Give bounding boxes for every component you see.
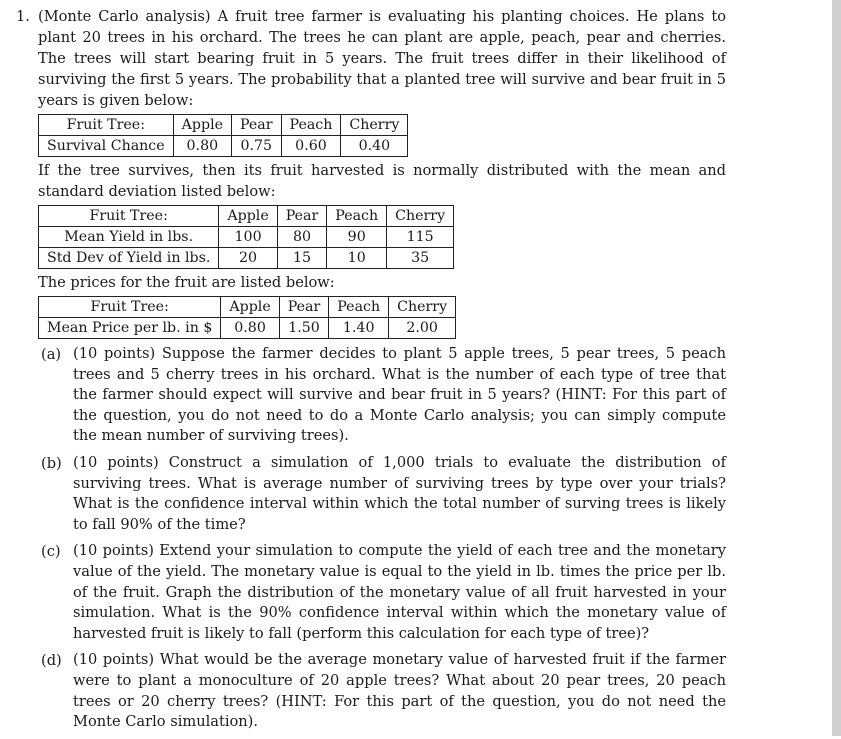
part-b-label: (b) <box>41 454 62 472</box>
part-c-text: (10 points) Extend your simulation to compute the yield of each tree and the monetary value of the yield. The monetary value is equal to the yield in lb. times the price per lb. of the fruit. Graph the distribution of the monetary value of all fruit harvested in your simulation. What is the 90% confidence interval within which the monetary value of harvested fruit is likely to fall (perform this calculation for each type of tree)? <box>73 542 726 642</box>
price-value-peach: 1.40 <box>329 318 389 339</box>
question-number: 1. <box>16 8 30 25</box>
yield-mean-cherry: 115 <box>387 227 454 248</box>
price-row-label: Mean Price per lb. in $ <box>39 318 221 339</box>
part-a-text: (10 points) Suppose the farmer decides to plant 5 apple trees, 5 pear trees, 5 peach trees and 5 cherry trees in his orchard. What is the number of each type of tree that the farmer should expect will survive and bear fruit in 5 years? (HINT: For this part of the question, you do not need to do a Monte Carlo analysis; you can simply compute the mean number of surviving trees). <box>73 345 726 445</box>
survival-value-cherry: 0.40 <box>341 136 408 157</box>
yield-table <box>38 205 454 269</box>
yield-std-apple: 20 <box>219 248 277 269</box>
problem-page <box>16 6 726 739</box>
yield-std-peach: 10 <box>327 248 387 269</box>
yield-col-cherry: Cherry <box>387 206 454 227</box>
survival-header-label: Fruit Tree: <box>39 115 174 136</box>
price-value-cherry: 2.00 <box>389 318 456 339</box>
part-d <box>38 650 726 732</box>
price-header-row <box>39 297 456 318</box>
yield-col-peach: Peach <box>327 206 387 227</box>
yield-std-row <box>39 248 454 269</box>
survival-col-pear: Pear <box>232 115 282 136</box>
price-col-pear: Pear <box>279 297 329 318</box>
part-a-label: (a) <box>41 346 62 363</box>
yield-mean-apple: 100 <box>219 227 277 248</box>
question-1 <box>16 6 726 739</box>
yield-intro: If the tree survives, then its fruit harvested is normally distributed with the mean and standard deviation listed below: <box>38 162 726 200</box>
yield-header-row <box>39 206 454 227</box>
survival-value-pear: 0.75 <box>232 136 282 157</box>
price-table <box>38 296 456 339</box>
price-col-cherry: Cherry <box>389 297 456 318</box>
part-d-label: (d) <box>41 652 62 670</box>
yield-mean-peach: 90 <box>327 227 387 248</box>
survival-row-label: Survival Chance <box>39 136 174 157</box>
yield-std-cherry: 35 <box>387 248 454 269</box>
part-b-text: (10 points) Construct a simulation of 1,000 trials to evaluate the distribution of surviving trees. What is average number of surviving trees by type over your trials? What is the confidence interval within which the total number of surving trees is likely to fall 90% of the time? <box>73 453 726 533</box>
survival-value-apple: 0.80 <box>173 136 231 157</box>
price-header-label: Fruit Tree: <box>39 297 221 318</box>
question-body <box>38 6 726 739</box>
survival-header-row <box>39 115 408 136</box>
yield-std-label: Std Dev of Yield in lbs. <box>39 248 219 269</box>
survival-col-peach: Peach <box>281 115 341 136</box>
question-intro: (Monte Carlo analysis) A fruit tree farmer is evaluating his planting choices. He plans to plant 20 trees in his orchard. The trees he can plant are apple, peach, pear and cherries. The trees will start bearing fruit in 5 years. The fruit trees differ in their likelihood of surviving the first 5 years. The probability that a planted tree will survive and bear fruit in 5 years is given below: <box>38 8 726 109</box>
part-b <box>38 453 726 535</box>
survival-col-apple: Apple <box>173 115 231 136</box>
question-parts <box>38 344 726 733</box>
price-col-apple: Apple <box>221 297 279 318</box>
survival-col-cherry: Cherry <box>341 115 408 136</box>
yield-header-label: Fruit Tree: <box>39 206 219 227</box>
page-edge-scrollbar <box>832 0 841 736</box>
part-c <box>38 541 726 644</box>
price-col-peach: Peach <box>329 297 389 318</box>
yield-mean-label: Mean Yield in lbs. <box>39 227 219 248</box>
yield-mean-pear: 80 <box>277 227 327 248</box>
part-a <box>38 344 726 447</box>
price-value-row <box>39 318 456 339</box>
survival-value-row <box>39 136 408 157</box>
yield-col-pear: Pear <box>277 206 327 227</box>
price-intro: The prices for the fruit are listed below: <box>38 274 335 291</box>
survival-value-peach: 0.60 <box>281 136 341 157</box>
price-value-pear: 1.50 <box>279 318 329 339</box>
part-c-label: (c) <box>41 543 61 561</box>
price-value-apple: 0.80 <box>221 318 279 339</box>
part-d-text: (10 points) What would be the average monetary value of harvested fruit if the farmer were to plant a monoculture of 20 apple trees? What about 20 pear trees, 20 peach trees or 20 cherry trees? (HINT: For this part of the question, you do not need the Monte Carlo simulation). <box>73 651 726 731</box>
yield-col-apple: Apple <box>219 206 277 227</box>
yield-mean-row <box>39 227 454 248</box>
yield-std-pear: 15 <box>277 248 327 269</box>
survival-table <box>38 114 408 157</box>
